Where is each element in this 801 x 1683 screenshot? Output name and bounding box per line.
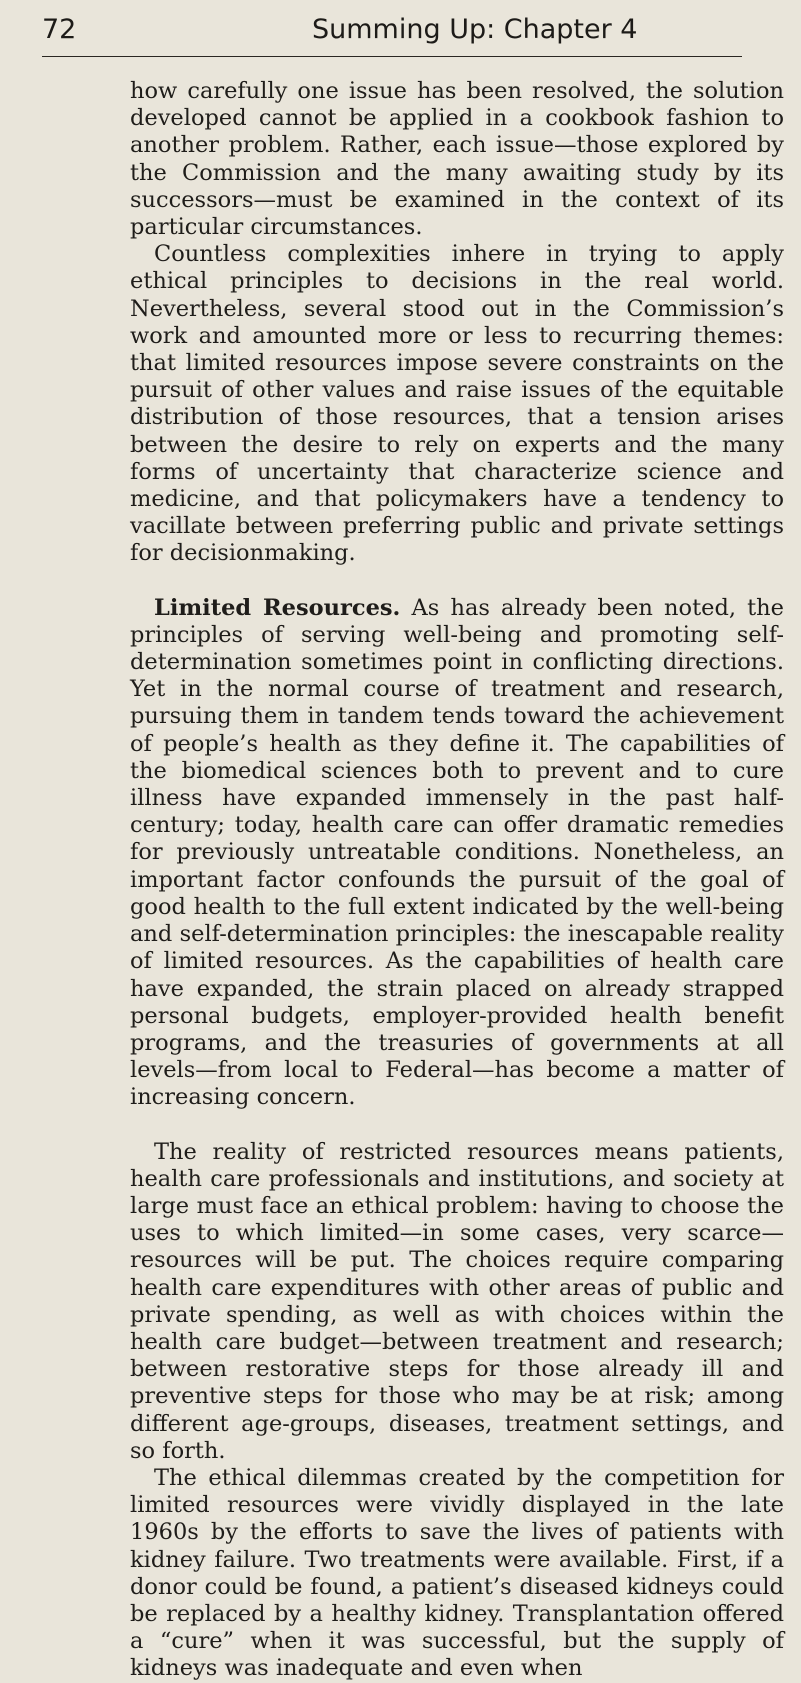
page-number: 72 bbox=[42, 14, 77, 45]
paragraph-recurring-themes: Countless complexities inhere in trying to apply ethical principles to decisions in the real world. Nevertheless, several stood out in the Commission’s work and amounted more or less to recurring themes: that limited resources impose severe constraints on the pursuit of other values and raise issues of the equitable distribution of those resources, that a tension arises between the desire to rely on experts and the many forms of uncertainty that characterize science and medicine, and that policymakers have a tendency to vacillate between preferring public and private settings for decisionmaking. bbox=[130, 241, 784, 567]
section-heading-limited-resources: Limited Resources. bbox=[154, 594, 401, 621]
page-header bbox=[42, 6, 742, 57]
paragraph-limited-resources bbox=[130, 595, 784, 1112]
paragraph-restricted-resources: The reality of restricted resources means patients, health care professionals and institutions, and society at large must face an ethical problem: having to choose the uses to which limited—in some cases, very scarce—resources will be put. The choices require comparing health care expenditures with other areas of public and private spending, as well as with choices within the health care budget—between treatment and research; between restorative steps for those already ill and preventive steps for those who may be at risk; among different age-groups, diseases, treatment settings, and so forth. bbox=[130, 1138, 784, 1464]
body-text bbox=[130, 78, 784, 1683]
running-head: Summing Up: Chapter 4 bbox=[312, 14, 638, 45]
paragraph-ethical-dilemmas: The ethical dilemmas created by the competition for limited resources were vividly displayed in the late 1960s by the efforts to save the lives of patients with kidney failure. Two treatments were available. First, if a donor could be found, a patient’s diseased kidneys could be replaced by a healthy kidney. Transplantation offered a “cure” when it was successful, but the supply of kidneys was inadequate and even when bbox=[130, 1464, 784, 1682]
paragraph-limited-resources-text: As has already been noted, the principles of serving well-being and promoting self-determination sometimes point in conflicting directions. Yet in the normal course of treatment and research, pursuing them in tandem tends toward the achievement of people’s health as they define it. The capabilities of the biomedical sciences both to prevent and to cure illness have expanded immensely in the past half-century; today, health care can offer dramatic remedies for previously untreatable conditions. Nonetheless, an important factor confounds the pursuit of the goal of good health to the full extent indicated by the well-being and self-determination principles: the inescapable reality of limited resources. As the capabilities of health care have expanded, the strain placed on already strapped personal budgets, employer-provided health benefit programs, and the treasuries of governments at all levels—from local to Federal—has become a matter of increasing concern. bbox=[130, 594, 784, 1111]
paragraph-continued: how carefully one issue has been resolved, the solution developed cannot be applied in a cookbook fashion to another problem. Rather, each issue—those explored by the Commission and the many awaiting study by its successors—must be examined in the context of its particular circumstances. bbox=[130, 78, 784, 241]
